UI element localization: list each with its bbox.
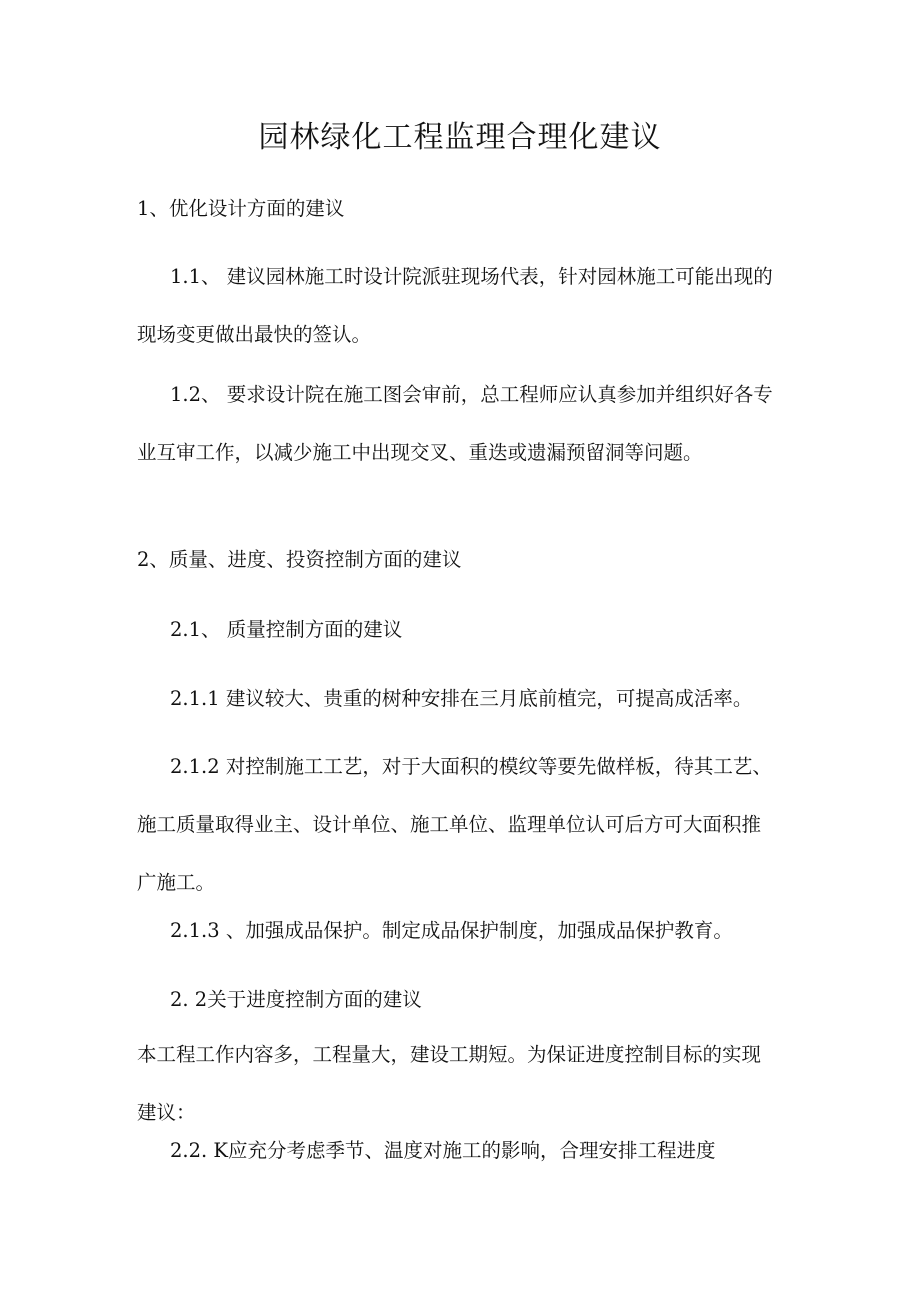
paragraph-line: 广施工。 [137,871,216,894]
paragraph-line: 建议： [137,1101,196,1124]
section-heading-1 [137,180,787,238]
paragraph-2-1-2 [137,738,787,912]
paragraph-line: 2.1.3 、加强成品保护。制定成品保护制度，加强成品保护教育。 [170,919,733,942]
paragraph-1-1 [137,248,787,364]
paragraph-2-1-1 [137,670,787,728]
paragraph-line: 现场变更做出最快的签认。 [137,323,372,346]
paragraph-line: 1.2、 要求设计院在施工图会审前，总工程师应认真参加并组织好各专 [170,383,773,406]
paragraph-line: 本工程工作内容多，工程量大，建设工期短。为保证进度控制目标的实现 [137,1043,762,1066]
subsection-heading-text: 2. 2关于进度控制方面的建议 [170,988,422,1011]
paragraph-line: 业互审工作，以减少施工中出现交叉、重迭或遗漏预留洞等问题。 [137,441,703,464]
section-heading-text: 1、优化设计方面的建议 [137,197,345,220]
section-heading-2 [137,531,787,589]
paragraph-line: 施工质量取得业主、设计单位、施工单位、监理单位认可后方可大面积推 [137,813,762,836]
paragraph-line: 2.1.1 建议较大、贵重的树种安排在三月底前植完，可提高成活率。 [170,687,753,710]
paragraph-1-2 [137,366,787,482]
paragraph-line: 1.1、 建议园林施工时设计院派驻现场代表，针对园林施工可能出现的 [170,265,773,288]
paragraph-2-2-1 [137,1122,787,1180]
subsection-2-2 [137,971,787,1029]
subsection-2-1 [137,601,787,659]
subsection-heading-text: 2.1、 质量控制方面的建议 [170,618,403,641]
paragraph-line: 2.1.2 对控制施工工艺，对于大面积的模纹等要先做样板，待其工艺、 [170,755,772,778]
paragraph-2-1-3 [137,902,787,960]
paragraph-line: 2.2. K应充分考虑季节、温度对施工的影响，合理安排工程进度 [170,1139,716,1162]
document-title: 园林绿化工程监理合理化建议 [258,120,662,155]
section-heading-text: 2、质量、进度、投资控制方面的建议 [137,548,462,571]
